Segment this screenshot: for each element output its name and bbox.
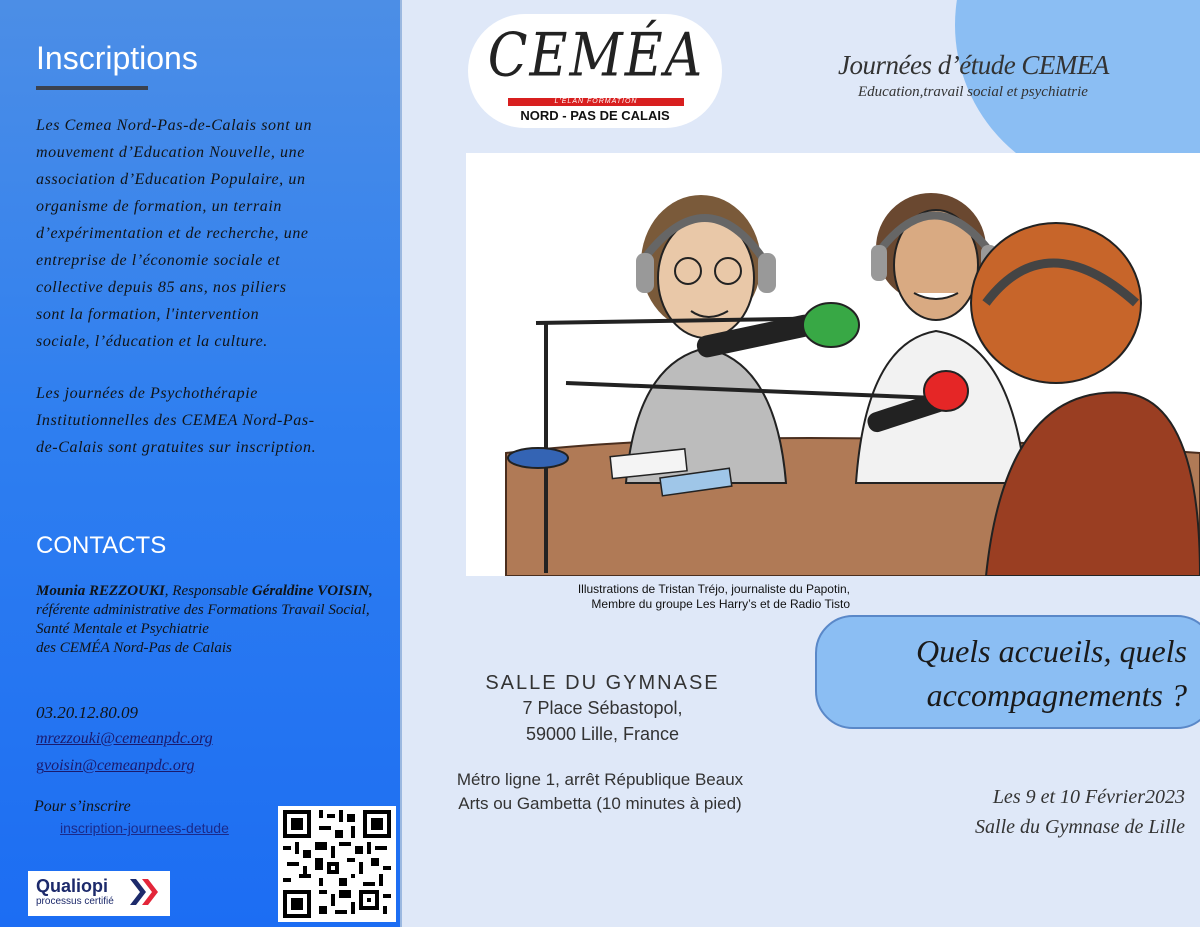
intro-line: organisme de formation, un terrain	[36, 198, 283, 215]
event-dates	[900, 782, 1185, 842]
contact1-name: Mounia REZZOUKI	[36, 583, 165, 599]
register-label: Pour s’inscrire	[34, 798, 131, 815]
phone-number: 03.20.12.80.09	[36, 703, 138, 722]
inscriptions-title: Inscriptions	[36, 40, 198, 76]
logo-wordmark: CEMÉA	[487, 21, 705, 91]
metro-info	[430, 768, 770, 816]
qr-code-icon	[278, 806, 396, 922]
intro-line: collective depuis 85 ans, nos piliers	[36, 279, 287, 296]
contact2-first: Géraldine	[251, 583, 314, 599]
email-link-rezzouki[interactable]: mrezzouki@cemeanpdc.org	[36, 730, 213, 747]
contacts-org: des CEMÉA Nord-Pas de Calais	[36, 640, 232, 656]
venue-block	[440, 672, 765, 747]
intro2-line: de-Calais sont gratuites sur inscription.	[36, 439, 317, 456]
contacts-block	[36, 582, 381, 658]
qualiopi-subtitle: processus certifié	[36, 896, 114, 907]
venue-name: SALLE DU GYMNASE	[485, 672, 720, 694]
qr-code[interactable]	[278, 806, 396, 922]
left-panel	[0, 0, 402, 927]
intro-paragraph	[36, 112, 356, 355]
contacts-title: CONTACTS	[36, 532, 167, 559]
intro-line: mouvement d’Education Nouvelle, une	[36, 144, 305, 161]
qualiopi-arrows-icon	[130, 879, 164, 905]
question-line-1: Quels accueils, quels	[915, 633, 1187, 669]
dates-line-2: Salle du Gymnase de Lille	[975, 816, 1185, 838]
theme-box	[815, 615, 1200, 729]
credit-line-1: Illustrations de Tristan Tréjo, journaliste du Papotin,	[577, 582, 850, 596]
event-subtitle: Education,travail social et psychiatrie	[858, 84, 1088, 100]
contact2-last: VOISIN,	[317, 583, 373, 599]
qualiopi-logo	[28, 871, 170, 916]
email-link-voisin[interactable]	[36, 757, 195, 775]
intro-line: association d’Education Populaire, un	[36, 171, 306, 188]
intro2-line: Institutionnelles des CEMEA Nord-Pas-	[36, 412, 315, 429]
radio-studio-illustration	[466, 153, 1200, 576]
dates-line-1: Les 9 et 10 Février2023	[992, 786, 1185, 808]
metro-line-2: Arts ou Gambetta (10 minutes à pied)	[458, 794, 742, 813]
logo-band-text: L'ÉLAN FORMATION	[554, 98, 638, 105]
metro-line-1: Métro ligne 1, arrêt République Beaux	[456, 770, 744, 789]
email2-prefix: g	[36, 757, 44, 774]
theme-question	[817, 629, 1187, 717]
email2-text: voisin@cemeanpdc.org	[44, 757, 195, 774]
event-title: Journées d’étude CEMEA	[838, 50, 1109, 80]
contact1-role: , Responsable	[164, 583, 252, 599]
intro-line: d’expérimentation et de recherche, une	[36, 225, 309, 242]
question-line-2: accompagnements ?	[926, 677, 1187, 713]
intro-line: sociale, l’éducation et la culture.	[36, 333, 268, 350]
intro-line: entreprise de l’économie sociale et	[36, 252, 281, 269]
credit-line-2: Membre du groupe Les Harry’s et de Radio Tisto	[591, 597, 850, 611]
contact2-role: référente administrative des Formations Travail Social, Santé Mentale et Psychiatrie	[36, 602, 370, 637]
intro-line: sont la formation, l'intervention	[36, 306, 260, 323]
register-link[interactable]: inscription-journees-detude	[60, 820, 229, 836]
logo-region: NORD - PAS DE CALAIS	[520, 108, 670, 123]
intro2-line: Les journées de Psychothérapie	[36, 385, 258, 402]
cemea-logo	[468, 14, 722, 128]
illustration-credit	[470, 582, 850, 612]
intro-line: Les Cemea Nord-Pas-de-Calais sont un	[36, 117, 313, 134]
venue-street: 7 Place Sébastopol,	[522, 698, 683, 718]
illustration	[466, 153, 1200, 576]
title-underline	[36, 86, 148, 90]
qualiopi-name: Qualiopi	[36, 876, 108, 896]
free-registration-paragraph	[36, 380, 366, 461]
venue-city: 59000 Lille, France	[525, 724, 680, 744]
